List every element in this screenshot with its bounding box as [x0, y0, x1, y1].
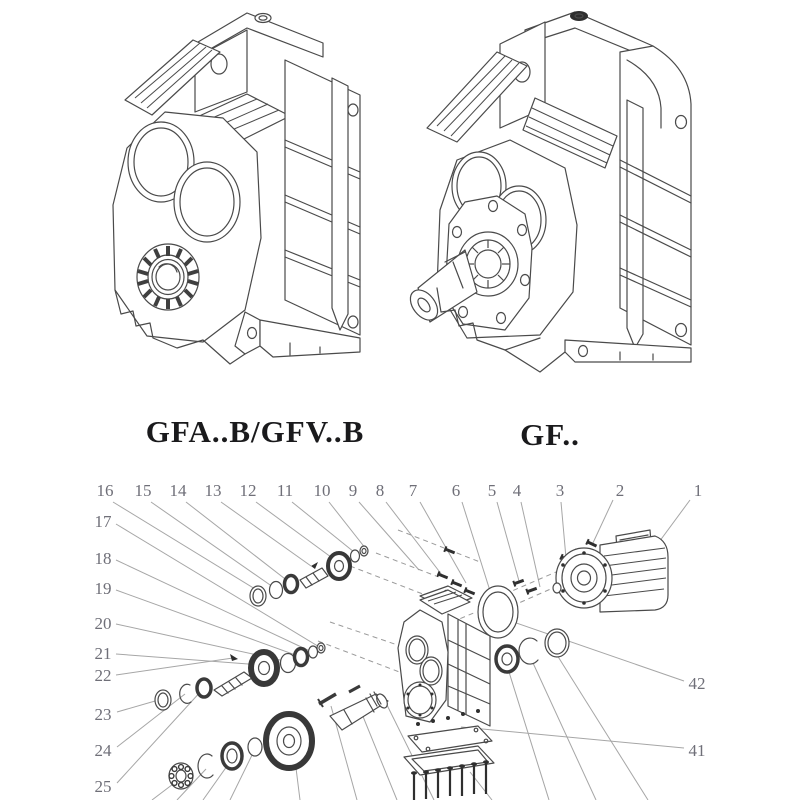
callout-21: 21	[94, 643, 112, 663]
callout-25: 25	[94, 776, 112, 796]
callout-14: 14	[169, 480, 187, 500]
leader-line-12	[256, 502, 335, 560]
leader-line-18	[116, 560, 312, 652]
gearbox-isometric-left	[95, 0, 395, 400]
callout-11: 11	[276, 480, 294, 500]
leader-line-11	[292, 502, 354, 552]
callout-19: 19	[94, 578, 112, 598]
callout-42: 42	[688, 673, 706, 693]
leader-line-41	[461, 727, 684, 748]
hollow-shaft-bearing	[137, 244, 199, 310]
exploded-parts-diagram	[0, 480, 800, 800]
callout-12: 12	[239, 480, 257, 500]
leader-line-6	[462, 502, 491, 594]
key	[349, 686, 360, 692]
leader-line-3	[561, 502, 566, 558]
intermediate-shaft-parts	[155, 643, 325, 710]
leader-line-21	[116, 654, 261, 665]
callout-20: 20	[94, 613, 112, 633]
motor-drawing	[553, 530, 668, 612]
leader-line-22	[116, 658, 233, 675]
leader-line-15	[151, 502, 273, 587]
callout-23: 23	[94, 704, 112, 724]
leader-line-offscreen	[362, 714, 397, 800]
callout-24: 24	[94, 740, 112, 760]
callout-2: 2	[615, 480, 625, 500]
leader-line-9	[359, 502, 419, 570]
leader-line-4	[521, 502, 540, 587]
leader-line-5	[497, 502, 519, 581]
callout-7: 7	[408, 480, 418, 500]
housing-left	[113, 13, 360, 364]
callout-1: 1	[693, 480, 703, 500]
housing-exploded	[398, 586, 490, 726]
leader-line-offscreen	[557, 655, 648, 800]
callout-4: 4	[512, 480, 522, 500]
callout-10: 10	[313, 480, 331, 500]
callout-16: 16	[96, 480, 114, 500]
callout-13: 13	[204, 480, 222, 500]
leader-line-7	[420, 502, 466, 583]
callout-41: 41	[688, 740, 706, 760]
vent-plug	[318, 694, 336, 707]
leader-line-13	[221, 502, 311, 566]
model-label-left: GFA..B/GFV..B	[145, 414, 365, 449]
callout-5: 5	[487, 480, 497, 500]
input-flange-parts	[478, 586, 569, 672]
callout-8: 8	[375, 480, 385, 500]
callout-18: 18	[94, 548, 112, 568]
callout-17: 17	[94, 511, 112, 531]
callout-15: 15	[134, 480, 152, 500]
input-shaft-parts	[250, 546, 368, 606]
callout-9: 9	[348, 480, 358, 500]
leader-line-16	[113, 502, 255, 589]
gasket-and-cover	[404, 709, 494, 800]
callout-22: 22	[94, 665, 112, 685]
leader-line-42	[499, 617, 684, 681]
model-label-right: GF..	[520, 417, 580, 452]
callout-6: 6	[451, 480, 461, 500]
output-shaft	[330, 692, 389, 730]
leader-line-10	[329, 502, 366, 549]
housing-right	[405, 11, 691, 372]
gearbox-isometric-right	[405, 0, 705, 400]
callout-3: 3	[555, 480, 565, 500]
leader-line-2	[592, 500, 613, 545]
leader-line-offscreen	[509, 672, 549, 800]
leader-line-19	[116, 590, 301, 657]
